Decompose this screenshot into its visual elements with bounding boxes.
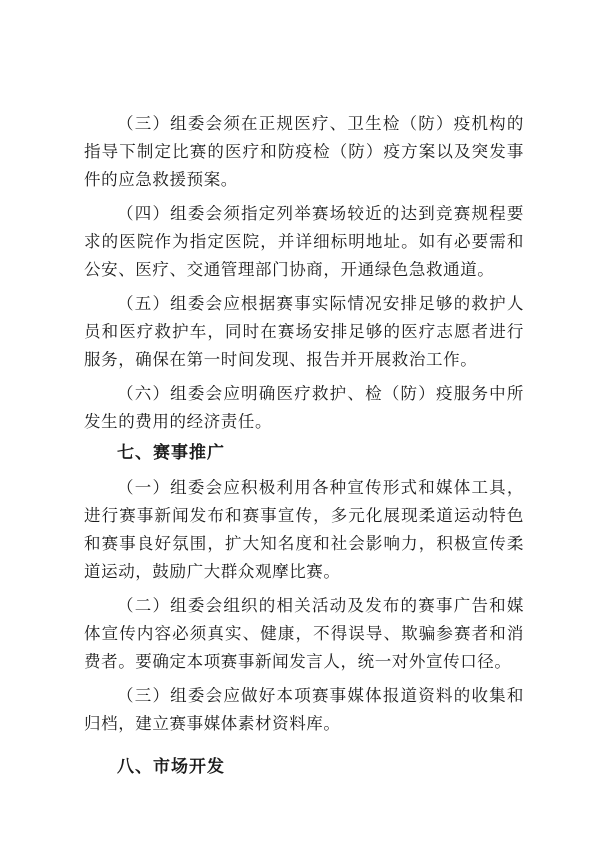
paragraph-medical-plan: （三）组委会须在正规医疗、卫生检（防）疫机构的指导下制定比赛的医疗和防疫检（防）疫方案以及突发事件的应急救援预案。 [84, 114, 524, 189]
document-page [84, 110, 524, 788]
paragraph-rescue-staff: （五）组委会应根据赛事实际情况安排足够的救护人员和医疗救护车，同时在赛场安排足够的医疗志愿者进行服务，确保在第一时间发现、报告并开展救治工作。 [84, 294, 524, 369]
paragraph-truthful-ads: （二）组委会组织的相关活动及发布的赛事广告和媒体宣传内容必须真实、健康，不得误导、欺骗参赛者和消费者。要确定本项赛事新闻发言人，统一对外宣传口径。 [84, 596, 524, 671]
paragraph-media-archive: （三）组委会应做好本项赛事媒体报道资料的收集和归档，建立赛事媒体素材资料库。 [84, 686, 524, 733]
section-heading-market-development: 八、市场开发 [117, 757, 225, 777]
section-heading-promotion: 七、赛事推广 [117, 443, 225, 463]
paragraph-cost-responsibility: （六）组委会应明确医疗救护、检（防）疫服务中所发生的费用的经济责任。 [84, 384, 524, 431]
paragraph-designated-hospital: （四）组委会须指定列举赛场较近的达到竞赛规程要求的医院作为指定医院，并详细标明地址。如有必要需和公安、医疗、交通管理部门协商，开通绿色急救通道。 [84, 204, 524, 279]
paragraph-media-promotion: （一）组委会应积极利用各种宣传形式和媒体工具，进行赛事新闻发布和赛事宣传，多元化展现柔道运动特色和赛事良好氛围，扩大知名度和社会影响力，积极宣传柔道运动，鼓励广大群众观摩比赛。 [84, 478, 524, 581]
